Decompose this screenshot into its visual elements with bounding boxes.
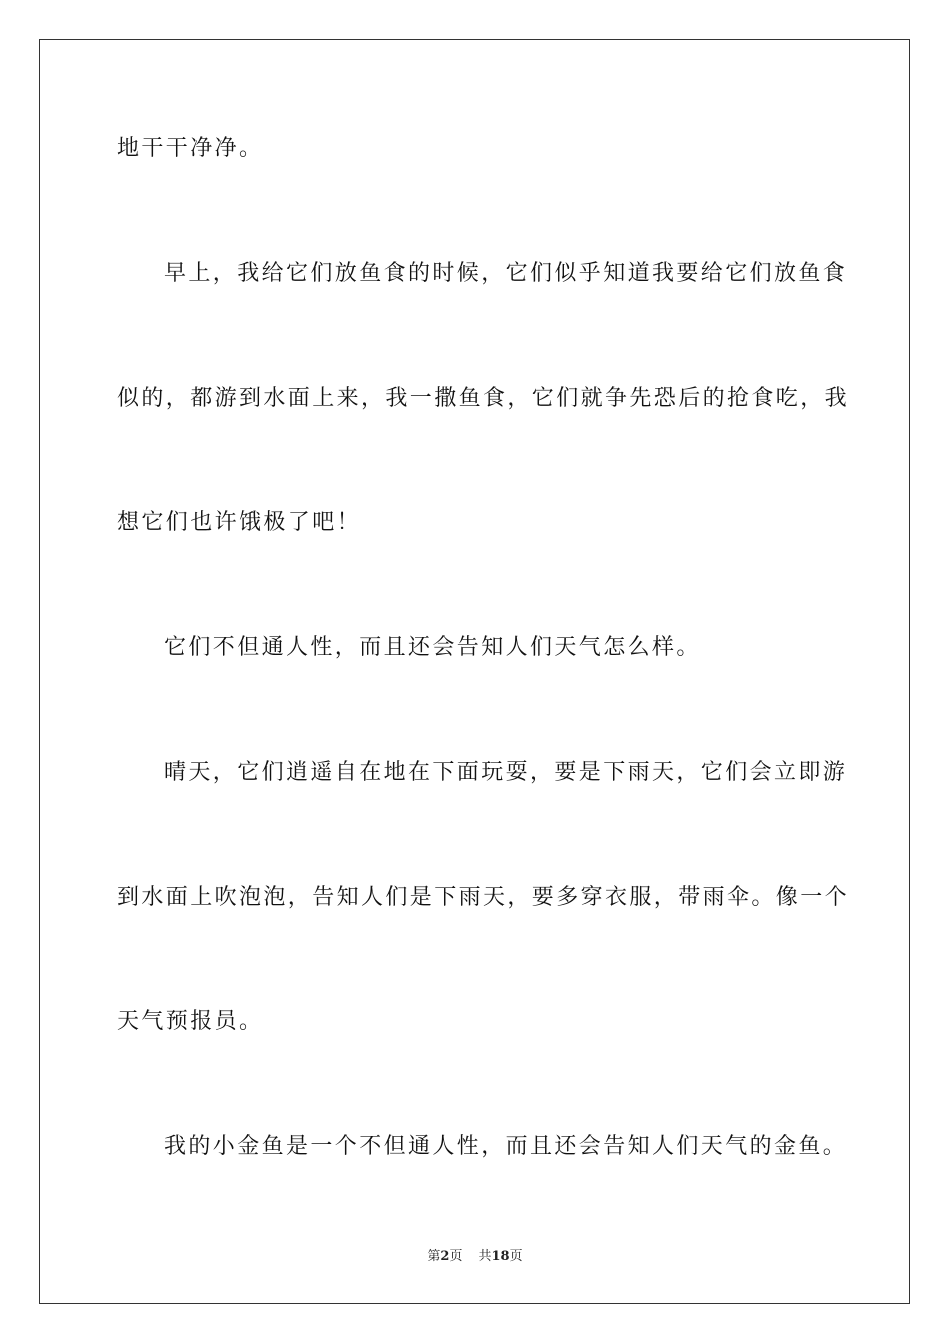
page-number: 2	[440, 1249, 450, 1264]
paragraph-1-line-3: 想它们也许饿极了吧！	[117, 510, 362, 535]
paragraph-1-line-2: 似的，都游到水面上来，我一撒鱼食，它们就争先恐后的抢食吃，我	[117, 386, 850, 411]
paragraph-1-line-1: 早上，我给它们放鱼食的时候，它们似乎知道我要给它们放鱼食	[164, 261, 848, 286]
paragraph-3-line-1: 晴天，它们逍遥自在地在下面玩耍，要是下雨天，它们会立即游	[164, 760, 848, 785]
paragraph-3-line-2: 到水面上吹泡泡，告知人们是下雨天，要多穿衣服，带雨伞。像一个	[117, 885, 850, 910]
total-pages: 18	[491, 1249, 510, 1264]
paragraph-4-line-1: 我的小金鱼是一个不但通人性，而且还会告知人们天气的金鱼。	[164, 1134, 848, 1159]
page-suffix: 页	[449, 1249, 463, 1264]
paragraph-2-line-1: 它们不但通人性，而且还会告知人们天气怎么样。	[164, 635, 701, 660]
page-footer	[0, 1248, 950, 1266]
total-prefix: 共	[478, 1249, 492, 1264]
page-border	[39, 39, 910, 1304]
text-line-1: 地干干净净。	[117, 136, 264, 161]
page-prefix: 第	[427, 1249, 441, 1264]
paragraph-3-line-3: 天气预报员。	[117, 1009, 264, 1034]
total-suffix: 页	[509, 1249, 523, 1264]
